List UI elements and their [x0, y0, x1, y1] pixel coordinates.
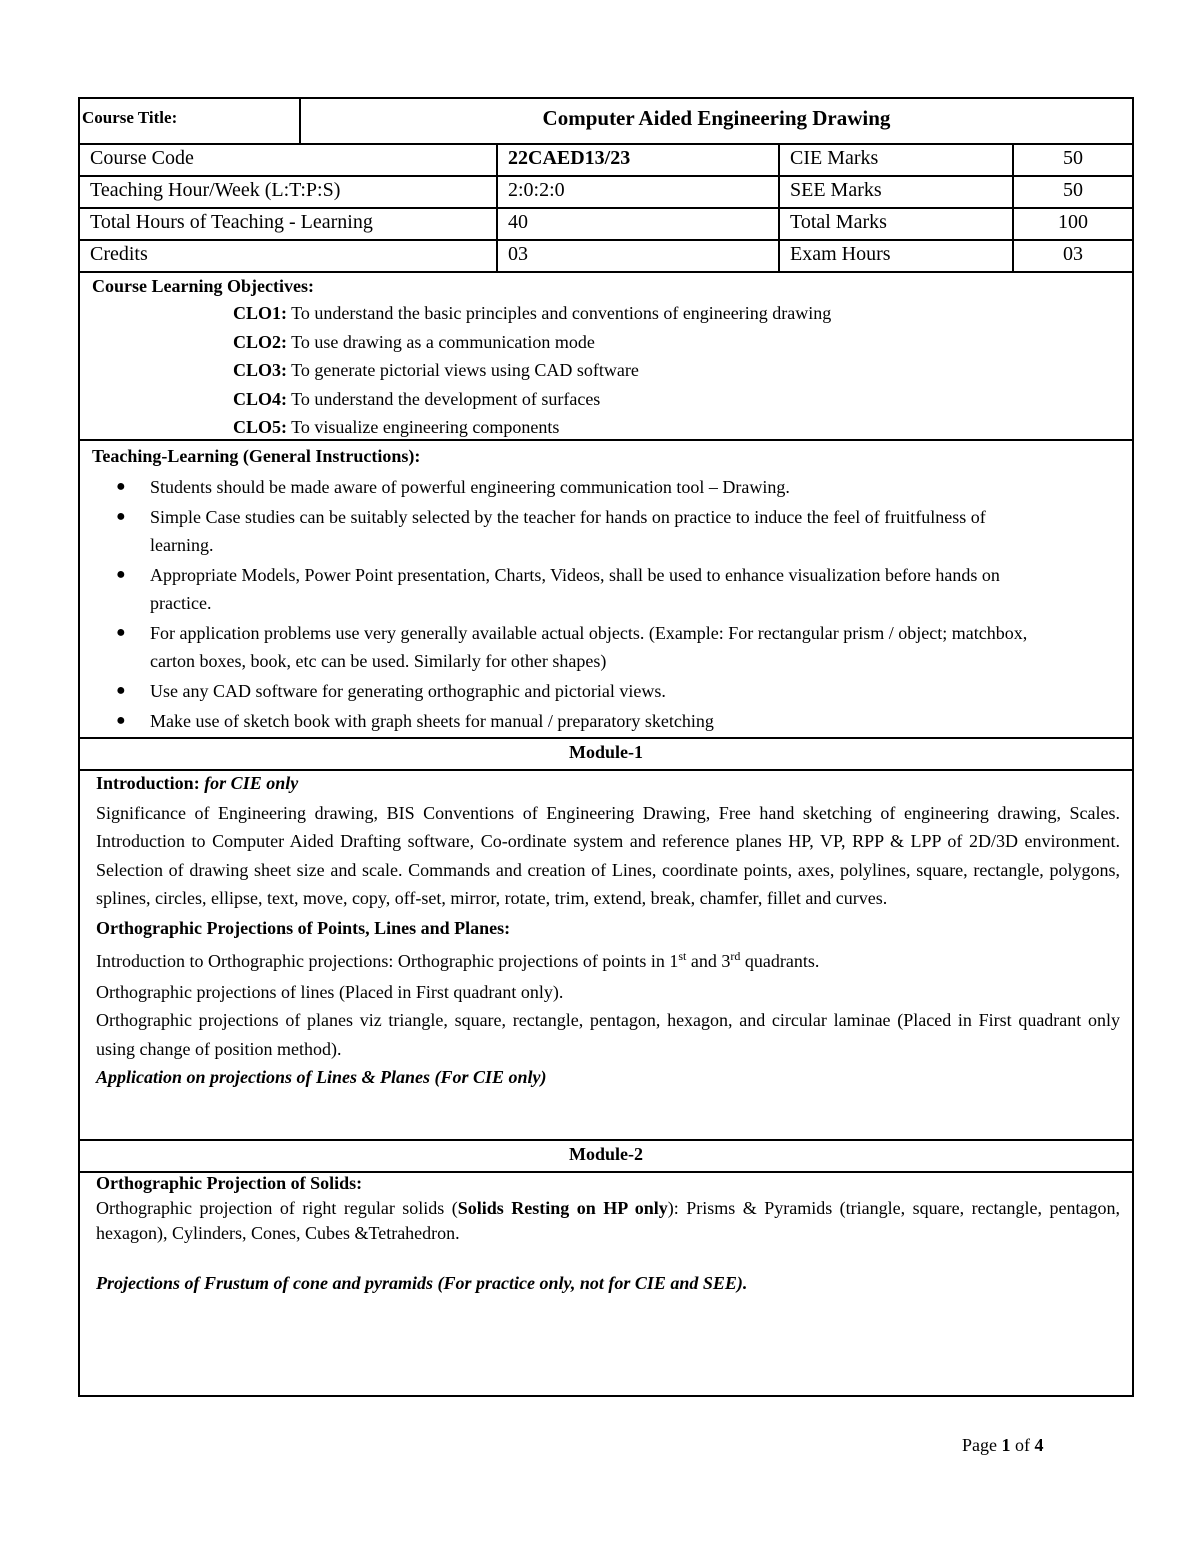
module-1-content: [96, 769, 1120, 1092]
instruction-item: ● Use any CAD software for generating orthographic and pictorial views.: [80, 677, 1132, 705]
objective-item: CLO4: To understand the development of surfaces: [233, 388, 601, 409]
objective-item: CLO1: To understand the basic principles and conventions of engineering drawing: [233, 303, 832, 323]
module-1-intro-text: Significance of Engineering drawing, BIS Conventions of Engineering Drawing, Free hand sketching of engineering drawing, Scales. Introduction to Computer Aided Drafting software, Co-ordinate system and reference planes HP, VP, RPP & LPP of 2D/3D environment. Selection of drawing sheet size and scale. Commands and creation of Lines, coordinate points, axes, polylines, square, rectangle, polygons, splines, circles, ellipse, text, move, copy, off-set, mirror, rotate, trim, extend, break, chamfer, fillet and curves.: [96, 802, 1120, 908]
instruction-item: ● For application problems use very generally available actual objects. (Example: For rectangular prism / object; matchbox, carton boxes, book, etc can be used. Similarly for other shapes): [80, 619, 1132, 675]
module-1-header: Module-1: [80, 737, 1132, 771]
info-label: Credits: [90, 243, 148, 265]
module-2-heading: Orthographic Projection of Solids:: [96, 1173, 363, 1193]
instruction-item: ● Simple Case studies can be suitably selected by the teacher for hands on practice to induce the feel of fruitfulness of learning.: [80, 503, 1132, 559]
course-info-grid: [80, 143, 1132, 271]
instruction-item: ● Make use of sketch book with graph sheets for manual / preparatory sketching: [80, 707, 1132, 735]
info-label-2: SEE Marks: [778, 175, 1012, 207]
course-title-row: [80, 99, 1132, 145]
module-1-intro-heading: Introduction: for CIE only: [96, 773, 299, 793]
page-number: Page 1 of 4: [962, 1435, 1044, 1455]
info-value: 2:0:2:0: [496, 175, 778, 207]
info-label-2: Exam Hours: [778, 239, 1012, 271]
info-label-2: CIE Marks: [778, 143, 1012, 175]
bullet-icon: ●: [116, 624, 126, 641]
course-title: Computer Aided Engineering Drawing: [542, 106, 891, 130]
objective-item: CLO2: To use drawing as a communication mode: [233, 331, 595, 352]
info-label: Teaching Hour/Week (L:T:P:S): [90, 179, 341, 201]
info-value-2: 100: [1012, 207, 1132, 239]
module-1-ortho-planes: Orthographic projections of planes viz triangle, square, rectangle, pentagon, hexagon, and circular laminae (Placed in First quadrant only using change of position method).: [96, 1010, 1120, 1059]
info-value-2: 03: [1012, 239, 1132, 271]
info-value-2: 50: [1012, 143, 1132, 175]
syllabus-table: [78, 97, 1134, 1397]
course-title-label: Course Title:: [82, 108, 178, 127]
bullet-icon: ●: [116, 682, 126, 699]
info-value: 03: [496, 239, 778, 271]
module-2-text: Orthographic projection of right regular solids (Solids Resting on HP only): Prisms & Pyramids (triangle, square, rectangle, pentagon, hexagon), Cylinders, Cones, Cubes &Tetrahedron.: [96, 1198, 1120, 1243]
module-1-ortho-heading: Orthographic Projections of Points, Lines and Planes:: [96, 917, 511, 938]
objective-item: CLO5: To visualize engineering components: [233, 417, 560, 437]
objectives-list: [80, 299, 1080, 442]
info-label: Course Code: [90, 147, 194, 169]
instruction-item: ● Appropriate Models, Power Point presentation, Charts, Videos, shall be used to enhance visualization before hands on practice.: [80, 561, 1132, 617]
instructions-heading: Teaching-Learning (General Instructions):: [92, 446, 421, 466]
info-value: 40: [496, 207, 778, 239]
info-row: [80, 239, 1132, 273]
instructions-list: [80, 473, 1132, 735]
module-1-ortho-points: Introduction to Orthographic projections: Orthographic projections of points in 1st and 3rd quadrants.: [96, 949, 820, 971]
bullet-icon: ●: [116, 478, 126, 495]
info-row: [80, 175, 1132, 209]
objectives-section: [80, 273, 1132, 441]
info-label: Total Hours of Teaching - Learning: [90, 211, 373, 233]
instruction-item: ● Students should be made aware of powerful engineering communication tool – Drawing.: [80, 473, 1132, 501]
info-value-2: 50: [1012, 175, 1132, 207]
bullet-icon: ●: [116, 508, 126, 525]
info-row: [80, 143, 1132, 177]
instructions-section: [80, 443, 1132, 737]
module-1-application: Application on projections of Lines & Planes (For CIE only): [96, 1067, 547, 1087]
module-2-content: [96, 1171, 1120, 1296]
info-label-2: Total Marks: [778, 207, 1012, 239]
info-row: [80, 207, 1132, 241]
objective-item: CLO3: To generate pictorial views using CAD software: [233, 360, 639, 380]
bullet-icon: ●: [116, 566, 126, 583]
objectives-heading: Course Learning Objectives:: [92, 276, 314, 296]
module-1-ortho-lines: Orthographic projections of lines (Placed in First quadrant only).: [96, 981, 564, 1002]
module-2-practice-note: Projections of Frustum of cone and pyramids (For practice only, not for CIE and SEE).: [96, 1273, 748, 1293]
bullet-icon: ●: [116, 712, 126, 729]
module-2-header: Module-2: [80, 1139, 1132, 1173]
info-value: 22CAED13/23: [496, 143, 778, 175]
